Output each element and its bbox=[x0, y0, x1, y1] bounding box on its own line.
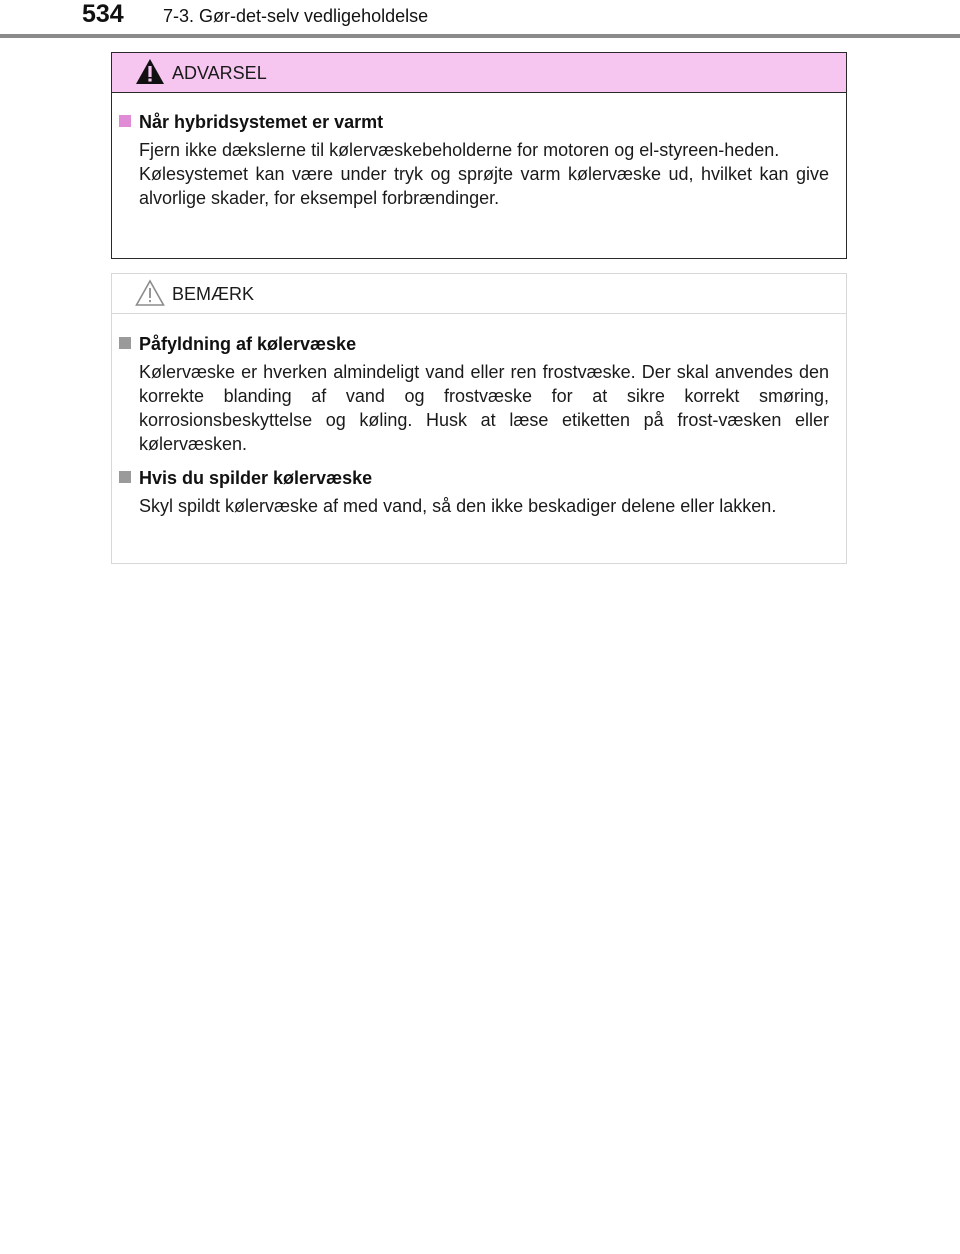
square-bullet-icon bbox=[119, 337, 131, 349]
page-number: 534 bbox=[82, 0, 124, 28]
notice-item-body bbox=[139, 360, 829, 456]
notice-item bbox=[112, 332, 846, 456]
warning-item-paragraph: Kølesystemet kan være under tryk og sprøjte varm kølervæske ud, hvilket kan give alvorlige skader, for eksempel forbrændinger. bbox=[139, 164, 829, 208]
notice-box-header bbox=[112, 274, 846, 314]
header-rule bbox=[0, 34, 960, 38]
notice-box-label: BEMÆRK bbox=[172, 284, 255, 304]
warning-box-header bbox=[112, 53, 846, 93]
warning-triangle-outline-icon bbox=[135, 279, 165, 307]
warning-item-title: Når hybridsystemet er varmt bbox=[139, 112, 384, 132]
section-title: 7-3. Gør-det-selv vedligeholdelse bbox=[163, 6, 429, 26]
notice-item-paragraph: Kølervæske er hverken almindeligt vand eller ren frostvæske. Der skal anvendes den korrekte blanding af vand og frostvæske for at sikre korrekt smøring, korrosionsbeskyttelse og køling. Husk at læse etiketten på frost-væsken eller kølervæsken. bbox=[139, 362, 829, 454]
notice-item-title: Hvis du spilder kølervæske bbox=[139, 468, 373, 488]
warning-box-label: ADVARSEL bbox=[172, 63, 267, 83]
notice-item-paragraph: Skyl spildt kølervæske af med vand, så den ikke beskadiger delene eller lakken. bbox=[139, 496, 777, 516]
notice-box bbox=[111, 273, 847, 564]
page-header bbox=[0, 0, 960, 40]
warning-item bbox=[112, 110, 846, 210]
warning-box bbox=[111, 52, 847, 259]
square-bullet-icon bbox=[119, 115, 131, 127]
warning-triangle-filled-icon bbox=[135, 58, 165, 86]
notice-item-title: Påfyldning af kølervæske bbox=[139, 334, 357, 354]
notice-item-body bbox=[139, 494, 829, 518]
square-bullet-icon bbox=[119, 471, 131, 483]
notice-item bbox=[112, 466, 846, 518]
warning-item-paragraph: Fjern ikke dækslerne til kølervæskebeholderne for motoren og el-styreen-heden. bbox=[139, 140, 780, 160]
warning-item-body bbox=[139, 138, 829, 210]
